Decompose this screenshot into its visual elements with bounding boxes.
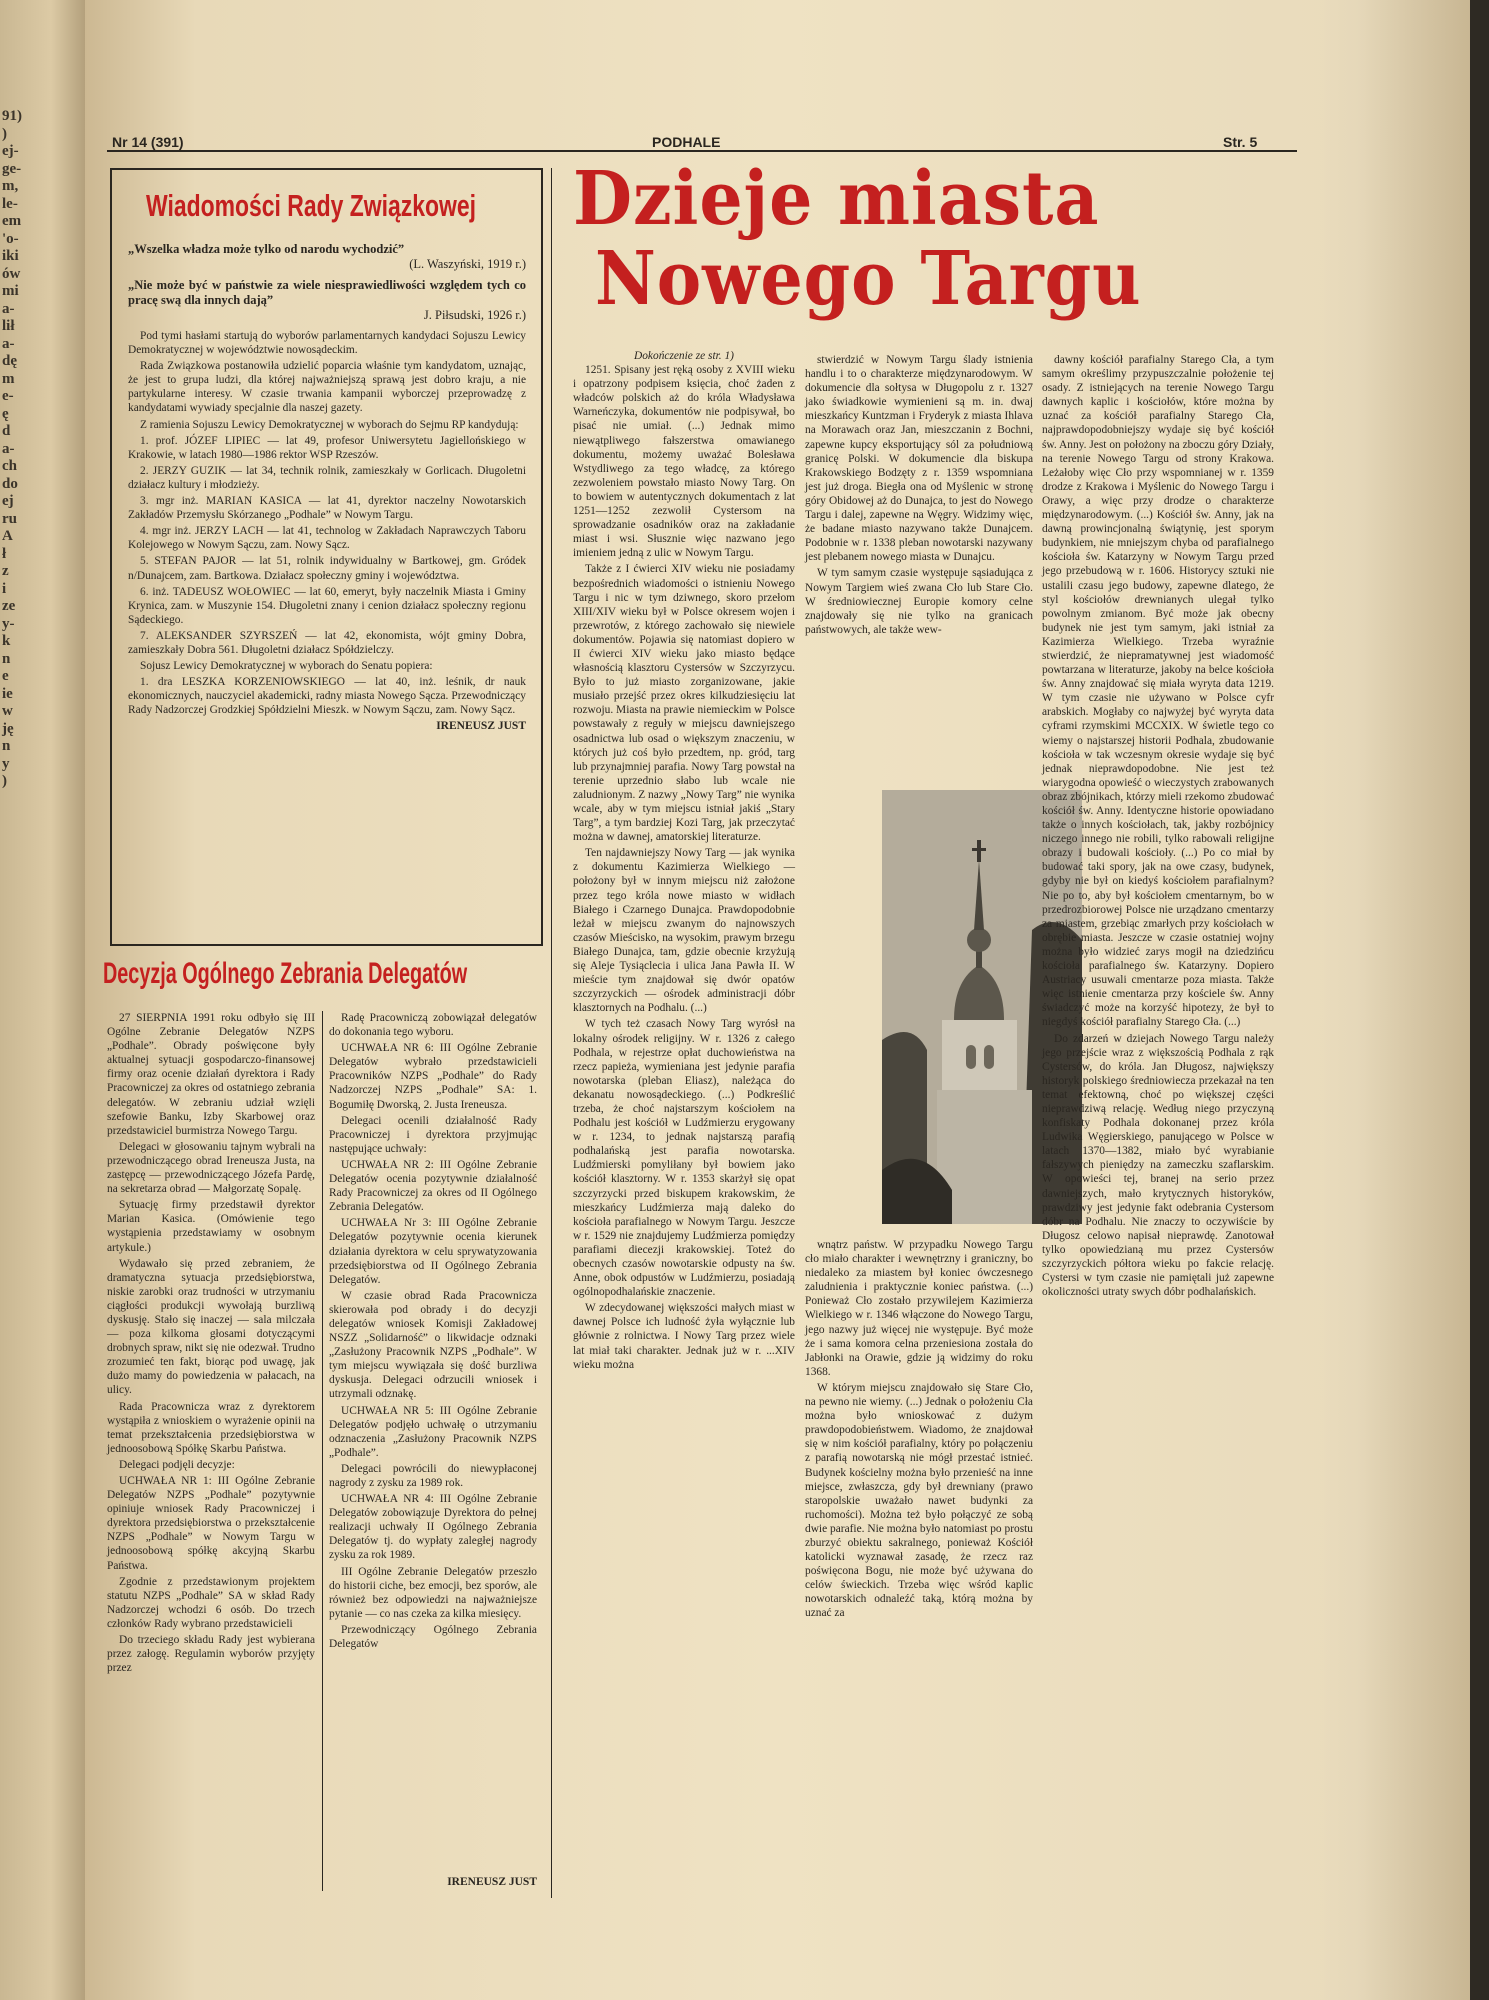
council-paragraph: 5. STEFAN PAJOR — lat 51, rolnik indywidualny w Bartkowej, gm. Gródek n/Dunajcem, zam. Bartkowa. Działacz społeczny gminy i województwa. bbox=[128, 555, 526, 582]
decision-heading: Decyzja Ogólnego Zebrania Delegatów bbox=[103, 957, 468, 990]
council-paragraph: 1. dra LESZKA KORZENIOWSKIEGO — lat 40, inż. leśnik, dr nauk ekonomicznych, nauczyciel akademicki, radny miasta Nowego Sącza. Przewodniczący Rady Nadzorczej Grodzkiej Spółdzielni Mieszk. w Nowym Sączu, zam. Nowy Sącz. bbox=[128, 676, 526, 717]
gutter-fragment: a- bbox=[2, 335, 15, 352]
decision-paragraph: Do trzeciego składu Rady jest wybierana przez załogę. Regulamin wyborów przyjęty przez bbox=[107, 1634, 315, 1675]
council-text bbox=[128, 242, 526, 734]
history-heading-line-1: Dzieje miasta bbox=[573, 156, 1100, 242]
issue-number: Nr 14 (391) bbox=[112, 134, 184, 150]
gutter-fragment: ch bbox=[2, 458, 17, 474]
gutter-fragment: a- bbox=[2, 300, 15, 317]
paper-title: PODHALE bbox=[652, 134, 721, 150]
history-column-3 bbox=[1042, 353, 1274, 1301]
gutter-fragment: ru bbox=[2, 510, 17, 527]
scan-edge bbox=[1470, 0, 1489, 2000]
history-paragraph: Także z I ćwierci XIV wieku nie posiadamy bezpośrednich wiadomości o istnieniu Nowego Targu i nic w tym dziwnego, skoro przełom XIII/XIV wieku był w Polsce okresem wojen i przewrotów, z którego zachowało się niewiele dokumentów. Pojawia się natomiast dopiero w II ćwierci XIV wieku jako miasto będące własnością klasztoru Cystersów w Szczyrzycu. Było to już miasto zorganizowane, jakie musiało przejść przez okres kilkudziesięciu lat rozwoju. Miasta na prawie niemieckim w Polsce powstawały z reguły w miejscu dawniejszego osadnictwa lub osad o większym znaczeniu, w których już coś było przedtem, np. gród, targ lub przynajmniej parafia. Nowy Targ powstał na terenie uprzednio słabo lub wcale nie zaludnionym. Z nazwy „Nowy Targ” nie wynika wcale, aby w tym miejscu istniał jakiś „Stary Targ”, a tym bardziej Kozi Targ, jak przeczytać można w dawnej, amatorskiej literaturze. bbox=[573, 563, 795, 844]
column-divider bbox=[322, 1011, 323, 1891]
decision-paragraph: III Ogólne Zebranie Delegatów przeszło do historii ciche, bez emocji, bez sporów, ale również bez odpowiedzi na najważniejsze pytanie — co nas czeka za kilka miesięcy. bbox=[329, 1565, 537, 1620]
history-column-1 bbox=[573, 349, 795, 1374]
history-paragraph: Do zdarzeń w dziejach Nowego Targu należy jego przejście wraz z większością Podhala z rąk Cystersów, do króla. Jan Długosz, największy historyk polskiego średniowiecza przekazał na ten temat efektowną, choć po większej części nieprawdziwą relację. Według niego przyczyną konfiskaty Podhala dokonanej przez króla Ludwika Węgierskiego, panującego w Polsce w latach 1370—1382, miało być wyrabianie fałszywych pieniędzy na zameczku szaflarskim. W opowieści tej, branej na serio przez dawniejszych, mało krytycznych historyków, prawdziwy jest jedynie fakt odebrania Cystersom dóbr na Podhalu. Nie znaczy to oczywiście by Długosz celowo napisał nieprawdę. Zanotował tylko opowiedzianą mu przez Cystersów szczyrzyckich półtora wieku po fakcie relację. Cystersi w tym czasie nie pamiętali już zapewne okoliczności utraty swych dóbr podhalańskich. bbox=[1042, 1032, 1274, 1299]
gutter-fragment: ję bbox=[2, 720, 14, 737]
gutter-fragment: k bbox=[2, 633, 11, 649]
history-paragraph: 1251. Spisany jest ręką osoby z XVIII wieku i opatrzony podpisem księcia, choć żaden z władców polskich aż do króla Władysława Warneńczyka, dokumentów nie podpisywał, bo pisać nie umiał. (...) Jednak mimo niewątpliwego fałszerstwa omawianego dokumentu, możemy uważać Bolesława Wstydliwego za tego władcę, za którego zezwoleniem powstało miasto Nowy Targ. On to bowiem w autentycznych dokumentach z lat 1251—1252 zezwolił Cystersom na sprowadzanie osadników oraz na zakładanie miast i wsi. Słusznie więc nazwano jego imieniem jedną z ulic w Nowym Targu. bbox=[573, 364, 795, 560]
history-paragraph: W którym miejscu znajdowało się Stare Cło, na pewno nie wiemy. (...) Jednak o położeniu Cła można było wnioskować z dużym prawdopodobieństwem. Wiadomo, że znajdował się w nim kościół parafialny, który po połączeniu z parafią nowotarską nie mógł przestać istnieć. Budynek kościelny można było przenieść na inne miejsce, zwłaszcza, gdy był drewniany (prawo staropolskie uważało nawet budynki za ruchomości). Można też było połączyć ze sobą dwie parafie. Nie można było natomiast po prostu zburzyć obiektu sakralnego, ponieważ Kościół katolicki wyznawał zasadę, że rzecz raz poświęcona Bogu, nie może być używana do celów świeckich. Trzeba więc wśród kaplic nowotarskich odnaleźć taką, którą można by uznać za bbox=[805, 1381, 1033, 1620]
history-paragraph: W tym samym czasie występuje sąsiadująca z Nowym Targiem wieś zwana Cło lub Stare Cło. W średniowiecznej Europie komory celne znajdowały się nie tylko na granicach państwowych, ale także wew- bbox=[805, 567, 1033, 636]
decision-paragraph: Delegaci powrócili do niewypłaconej nagrody z zysku za 1989 rok. bbox=[329, 1462, 537, 1489]
decision-paragraph: UCHWAŁA NR 4: III Ogólne Zebranie Delegatów zobowiązuje Dyrektora do pełnej realizacji uchwały II Ogólnego Zebrania Delegatów tj. do wypłaty zaległej nagrody zysku za rok 1989. bbox=[329, 1493, 537, 1562]
council-paragraph: Pod tymi hasłami startują do wyborów parlamentarnych kandydaci Sojuszu Lewicy Demokratycznej w województwie nowosądeckim. bbox=[128, 330, 526, 357]
gutter-fragment: ów bbox=[2, 265, 21, 282]
gutter-fragment: e- bbox=[2, 388, 14, 404]
gutter-fragment: z bbox=[2, 563, 9, 579]
gutter-fragment: dę bbox=[2, 353, 17, 369]
decision-paragraph: Delegaci w głosowaniu tajnym wybrali na przewodniczącego obrad Ireneusza Justa, na zastępcę — przewodniczącego Józefa Pardę, na sekretarza obrad — Małgorzatę Sopalę. bbox=[107, 1140, 315, 1196]
gutter-fragment: ) bbox=[2, 773, 7, 789]
council-paragraph: Sojusz Lewicy Demokratycznej w wyborach do Senatu popiera: bbox=[140, 660, 433, 673]
council-paragraph: 1. prof. JÓZEF LIPIEC — lat 49, profesor Uniwersytetu Jagiellońskiego w Krakowie, w latach 1980—1986 rektor WSP Rzeszów. bbox=[128, 434, 526, 461]
gutter-fragment: mi bbox=[2, 283, 19, 299]
decision-paragraph: Przewodniczący Ogólnego Zebrania Delegatów bbox=[329, 1623, 537, 1651]
council-paragraph: Z ramienia Sojuszu Lewicy Demokratycznej w wyborach do Sejmu RP kandydują: bbox=[140, 418, 519, 431]
council-paragraph: 7. ALEKSANDER SZYRSZEŃ — lat 42, ekonomista, wójt gminy Dobra, zamieszkały Dobra 561. Długoletni działacz Spółdzielczy. bbox=[128, 629, 526, 656]
decision-paragraph: Delegaci ocenili działalność Rady Pracowniczej i dyrektora przyjmując następujące uchwały: bbox=[329, 1114, 537, 1155]
gutter-fragment: y bbox=[2, 755, 10, 772]
gutter-fragment: 91) bbox=[2, 108, 22, 124]
gutter-fragment: ej bbox=[2, 493, 14, 509]
quote-2: „Nie może być w państwie za wiele niesprawiedliwości względem tych co pracę swą dla innych dają” bbox=[128, 278, 526, 307]
decision-paragraph: UCHWAŁA NR 1: III Ogólne Zebranie Delegatów NZPS „Podhale” pozytywnie opiniuje wniosek Rady Pracowniczej i dyrektora przedsiębiorstwa o przekształcenie NZPS „Podhale” w Nowym Targu w jednoosobową spółkę akcyjną Skarbu Państwa. bbox=[107, 1475, 315, 1572]
quote-2-source: J. Piłsudski, 1926 r.) bbox=[423, 308, 526, 322]
gutter-fragment: ) bbox=[2, 125, 7, 142]
continued-note: Dokończenie ze str. 1) bbox=[634, 350, 734, 362]
council-paragraph: 6. inż. TADEUSZ WOŁOWIEC — lat 60, emeryt, były naczelnik Miasta i Gminy Krynica, zam. w Muszynie 154. Długoletni znany i cenion działacz społeczny regionu Sądeckiego. bbox=[128, 585, 526, 626]
page-shadow bbox=[1320, 0, 1470, 2000]
gutter-fragment: ie bbox=[2, 685, 13, 702]
newspaper-page bbox=[85, 0, 1470, 2000]
header-rule bbox=[107, 150, 1297, 152]
gutter-fragment: em bbox=[2, 213, 22, 229]
decision-column-1 bbox=[107, 1011, 315, 1677]
council-paragraph: 4. mgr inż. JERZY LACH — lat 41, technolog w Zakładach Naprawczych Taboru Kolejowego w Nowym Sączu, zam. Nowy Sącz. bbox=[128, 525, 526, 552]
decision-signature: IRENEUSZ JUST bbox=[447, 1876, 537, 1888]
history-paragraph: wnątrz państw. W przypadku Nowego Targu cło miało charakter i wewnętrzny i graniczny, bo niedaleko za miastem był koniec ówczesnego zaludnienia i praktycznie koniec państwa. (...) Ponieważ Cło zostało przywilejem Kazimierza Wielkiego w r. 1346 włączone do Nowego Targu, jego nazwy już więcej nie występuje. Być może że i sama komora celna przeniesiona została do Jabłonki na Orawie, gdzie ją widzimy do roku 1368. bbox=[805, 1239, 1033, 1378]
council-box bbox=[110, 168, 543, 946]
decision-paragraph: UCHWAŁA NR 6: III Ogólne Zebranie Delegatów wybrało przedstawicieli Pracowników NZPS „Podhale” do Rady Nadzorczej NZPS „Podhale” SA: 1. Bogumiłę Dworską, 2. Justa Ireneusza. bbox=[329, 1042, 537, 1111]
council-signature: IRENEUSZ JUST bbox=[436, 720, 526, 733]
decision-column-2 bbox=[329, 1011, 537, 1653]
decision-paragraph: Sytuację firmy przedstawił dyrektor Marian Kasica. (Omówienie tego wystąpienia przedstawiamy w osobnym artykule.) bbox=[107, 1199, 315, 1254]
history-paragraph: dawny kościół parafialny Starego Cła, a tym samym określimy przypuszczalnie położenie tej osady. Z istniejących na terenie Nowego Targu dawnych kaplic i kościołów, które można by uznać za kościół parafialny Starego Cła, najprawdopodobniejszy wydaje się być kościół św. Anny. Jest on położony na zboczu góry Działy, na terenie Nowego Targu od strony Krakowa. Leżałoby więc Cło przy wspomnianej w r. 1359 drodze z Krakowa i Myślenic do Nowego Targu i Orawy, a więc przy drodze o charakterze międzynarodowym. (...) Kościół św. Anny, jak na dawną prowincjonalną świątynię, jest sporym budynkiem, nie mniejszym chyba od parafialnego kościoła św. Katarzyny w Nowym Targu przed jego przebudową w r. 1606. Historycy sztuki nie ustalili czasu jego budowy, zapewne dlatego, że styl kościołów drewnianych ulegał tylko powolnym zmianom. Być może jak obecny budynek nie jest tym samym, jaki istniał za Kazimierza Wielkiego. Trzeba wyraźnie stwierdzić, że niepramatywnej jest wiadomość powtarzana w literaturze, jakoby na belce kościoła św. Anny znajdować się miała wyryta data 1219. W tym czasie nie używano w Polsce cyfr arabskich. Mogłaby co najwyżej być wyryta data cyframi rzymskimi MCCXIX. W świetle tego co wiemy o najstarszej historii Podhala, zbudowanie kościoła w tak wczesnym okresie wydaje się być jednak nieprawdopodobne. Nie jest też wiarygodna opowieść o wieczystych zrabowanych obraz zbójnikach, którzy mieli rzekomo zbudować kościół św. Anny. Identyczne historie opowiadano także o innych kościołach, tak, jakby rozbójnicy niczego innego nie robili, tylko rabowali religijne obrazy i budowali kościoły. (...) Po co miał by budować taki spory, jak na owe czasy, budynek, gdyby nie był on kiedyś kościołem parafialnym? Nie po to, aby był kościołem cmentarnym, bo w przedrozbiorowej Polsce nie urządzano cmentarzy za miastem, grzebiąc zmarłych przy kościołach w obrębie miasta. Jeszcze w czasie ostatniej wojny można było widzieć zarys mogił na dziedzińcu kościoła parafialnego św. Katarzyny. Dopiero Austriacy usuwali cmentarze poza miasta. Także więc istnienie cmentarza przy kościele św. Anny świadczyć może na korzyść hipotezy, że był to niegdyś kościół parafialny Starego Cła. (...) bbox=[1042, 354, 1274, 1029]
history-paragraph: W zdecydowanej większości małych miast w dawnej Polsce ich ludność żyła wyłącznie lub głównie z rolnictwa. I Nowy Targ przez wiele lat miał taki charakter. Jednak już w r. ...XIV wieku można bbox=[573, 1302, 795, 1371]
history-paragraph: W tych też czasach Nowy Targ wyrósł na lokalny ośrodek religijny. W r. 1326 z całego Podhala, w rejestrze opłat duchowieństwa na rzecz papieża, wymieniana jest jedynie parafia nowotarska (pleban Eliasz), należąca do dekanatu nowosądeckiego. (...) Podkreślić trzeba, że choć najstarszym kościołem na Podhalu jest kościół w Ludźmierzu erygowany w r. 1234, to jednak najstarszą parafią podhalańską jest parafia nowotarska. Ludźmierski pomyliłany był bowiem jako kościół klasztorny. W r. 1353 skarżył się opat szczyrzycki przed biskupem krakowskim, że mieszkańcy Ludźmierza mają daleko do kościoła parafialnego w Nowym Targu. Jeszcze w r. 1529 nie znajdujemy Ludźmierza pomiędzy parafiami diecezji krakowskiej. Toteż do obecnych czasów nowotarskie odpusty na św. Anne, obok odpustów w Ludźmierzu, posiadają ogólnopodhalańskie znaczenie. bbox=[573, 1018, 795, 1299]
decision-paragraph: 27 SIERPNIA 1991 roku odbyło się III Ogólne Zebranie Delegatów NZPS „Podhale”. Obrady poświęcone były aktualnej sytuacji gospodarczo-finansowej firmy oraz ocenie działań dyrektora i Rady Pracowniczej za okres od ostatniego zebrania delegatów. W zebraniu udział wzięli szefowie Banku, Izby Skarbowej oraz przedstawiciel burmistrza Nowego Targu. bbox=[107, 1012, 315, 1137]
gutter-fragment: ę bbox=[2, 405, 9, 422]
council-paragraphs bbox=[128, 329, 526, 717]
decision-paragraph: Delegaci podjęli decyzje: bbox=[119, 1458, 235, 1471]
gutter-fragment: w bbox=[2, 703, 13, 719]
gutter-fragment: le- bbox=[2, 195, 18, 212]
gutter-fragment: ge- bbox=[2, 160, 22, 177]
gutter-fragment: m bbox=[2, 370, 15, 387]
council-paragraph: 3. mgr inż. MARIAN KASICA — lat 41, dyrektor naczelny Nowotarskich Zakładów Przemysłu Skórzanego „Podhale” w Nowym Targu. bbox=[128, 495, 526, 522]
history-column-2-bottom bbox=[805, 1238, 1033, 1623]
gutter-fragment: i bbox=[2, 580, 7, 597]
gutter-fragment: n bbox=[2, 650, 11, 667]
gutter-fragment: d bbox=[2, 423, 11, 439]
decision-paragraph: UCHWAŁA NR 2: III Ogólne Zebranie Delegatów ocenia pozytywnie działalność Rady Pracowniczej za okres od II Ogólnego Zebrania Delegatów. bbox=[329, 1158, 537, 1214]
council-heading: Wiadomości Rady Związkowej bbox=[146, 188, 476, 223]
decision-paragraph: Rada Pracownicza wraz z dyrektorem wystąpiła z wnioskiem o wyrażenie opinii na temat przekształcenia przedsiębiorstwa w jednoosobową Spółkę Skarbu Państwa. bbox=[107, 1400, 315, 1455]
previous-page-gutter bbox=[0, 0, 85, 2000]
gutter-fragment: ej- bbox=[2, 143, 19, 159]
gutter-fragment: A bbox=[2, 528, 13, 544]
gutter-fragment: ł bbox=[2, 545, 7, 562]
decision-signature-wrap bbox=[329, 1874, 537, 1888]
council-paragraph: Rada Związkowa postanowiła udzielić poparcia właśnie tym kandydatom, uznając, że jest to grupa ludzi, dla której najważniejszą sprawą jest dobro kraju, a nie partykularne interesy. W czasie trwania kampanii wyborczej przeprowadzę z kandydatami wywiady specjalnie dla naszej gazety. bbox=[128, 360, 526, 415]
gutter-fragment: a- bbox=[2, 440, 15, 457]
quote-1: „Wszelka władza może tylko od narodu wychodzić” bbox=[128, 242, 405, 256]
gutter-fragment: 'o- bbox=[2, 230, 19, 247]
decision-paragraph: Radę Pracowniczą zobowiązał delegatów do dokonania tego wyboru. bbox=[329, 1012, 537, 1039]
decision-paragraph: Zgodnie z przedstawionym projektem statutu NZPS „Podhale” SA w skład Rady Nadzorczej wchodzi 6 osób. Do trzech członków Rady wybrano przedstawicieli bbox=[107, 1575, 315, 1630]
decision-paragraph: UCHWAŁA Nr 3: III Ogólne Zebranie Delegatów pozytywnie ocenia kierunek działania dyrektora w celu sprywatyzowania przedsiębiorstwa od II Ogólnego Zebrania Delegatów. bbox=[329, 1217, 537, 1286]
council-paragraph: 2. JERZY GUZIK — lat 34, technik rolnik, zamieszkały w Gorlicach. Długoletni działacz kultury i młodzieży. bbox=[128, 464, 526, 491]
gutter-fragment: lił bbox=[2, 318, 15, 334]
decision-paragraph: W czasie obrad Rada Pracownicza skierowała pod obrady i do decyzji delegatów wniosek Komisji Zakładowej NSZZ „Solidarność” o likwidacje odznaki „Zasłużony Pracownik NZPS „Podhale”. W tym miejscu wywiązała się dość burzliwa dyskusja. Delegaci odrzucili wniosek i utrzymali odznakę. bbox=[329, 1289, 537, 1401]
decision-paragraph: Wydawało się przed zebraniem, że dramatyczna sytuacja przedsiębiorstwa, niskie zarobki oraz trudności w utrzymaniu ciągłości produkcji wywołają burzliwą dyskusję. Stało się inaczej — sala milczała — poza kilkoma głosami dotyczącymi drobnych spraw, nikt się nie odezwał. Trudno zrozumieć ten fakt, biorąc pod uwagę, jak dużo mamy do powiedzenia w pałacach, na ulicy. bbox=[107, 1257, 315, 1397]
decision-paragraph: UCHWAŁA NR 5: III Ogólne Zebranie Delegatów podjęło uchwałę o utrzymaniu odznaczenia „Zasłużony Pracownik NZPS „Podhale”. bbox=[329, 1404, 537, 1459]
gutter-fragment: y- bbox=[2, 615, 15, 632]
history-paragraph: Ten najdawniejszy Nowy Targ — jak wynika z dokumentu Kazimierza Wielkiego — położony był w innym miejscu niż założone przez tego króla nowe miasto w widłach Białego i Czarnego Dunajca. Prawdopodobnie leżał w miejscu zwanym do najnowszych czasów Mieścisko, na wysokim, prawym brzegu Białego Dunajca, tam, gdzie obecnie krzyżują się Aleje Tysiąclecia i ulica Jana Pawła II. W mieście tym znajdował się dwór opatów szczyrzyckich — ośrodek administracji dóbr klasztornych na Podhalu. (...) bbox=[573, 847, 795, 1015]
section-divider bbox=[551, 168, 552, 1898]
gutter-fragment: do bbox=[2, 475, 18, 492]
gutter-fragment: n bbox=[2, 738, 11, 754]
gutter-fragment: m, bbox=[2, 178, 19, 194]
gutter-fragment: iki bbox=[2, 248, 19, 264]
history-column-2-top bbox=[805, 353, 1033, 639]
quote-1-source: (L. Waszyński, 1919 r.) bbox=[409, 257, 526, 271]
history-paragraph: stwierdzić w Nowym Targu ślady istnienia handlu i to o charakterze międzynarodowym. W dokumencie dla sołtysa w Długopolu z r. 1327 jako świadkowie wymienieni są m. in. dwaj mieszkańcy Kuntzman i Fryderyk z miasta Ihlava na Morawach oraz Jan, mieszczanin z Bochni, zapewne kupcy eksportujący sól za południową granicę Polski. W dokumencie dla biskupa Krakowskiego Bodzęty z r. 1359 wspomniana jest już droga. Biegła ona od Myślenic w stronę góry Obidowej aż do Dunajca, to jest do Nowego Targu i dalej, zapewne na Węgry. Widzimy więc, że badane miasto nazywano także Dunajcem. Podobnie w r. 1338 pleban nowotarski nazywany jest plebanem nowego miasta w Dunajcu. bbox=[805, 354, 1033, 564]
page-number: Str. 5 bbox=[1223, 134, 1258, 150]
history-heading-line-2: Nowego Targu bbox=[595, 236, 1142, 322]
gutter-fragment: ze bbox=[2, 598, 16, 614]
gutter-fragment: e bbox=[2, 668, 9, 684]
